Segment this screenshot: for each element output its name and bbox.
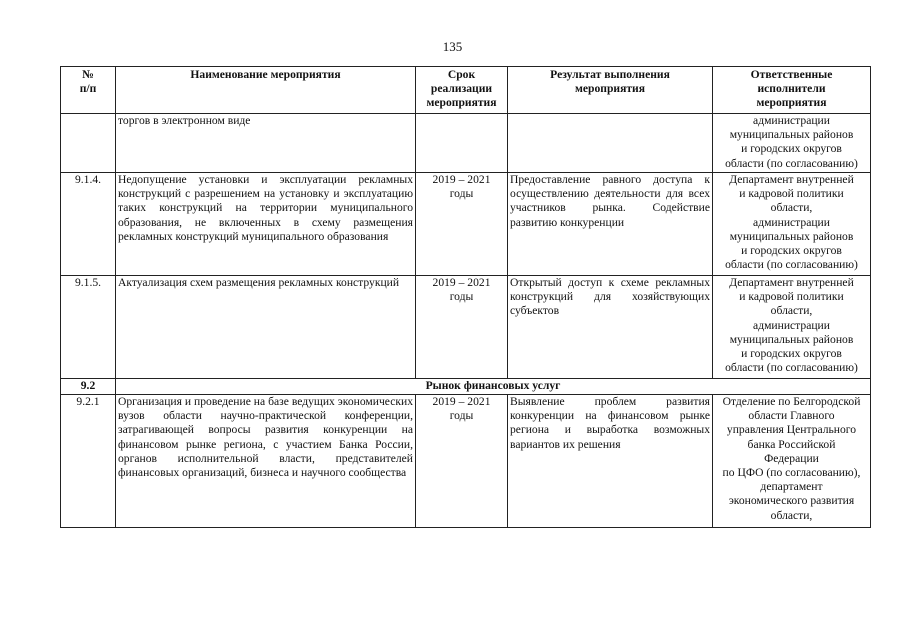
table-row — [61, 395, 871, 528]
cell-term: 2019 – 2021 годы — [416, 276, 508, 379]
header-responsible: Ответственные исполнители мероприятия — [713, 67, 871, 114]
activities-table — [60, 66, 871, 528]
table-row — [61, 276, 871, 379]
header-number: № п/п — [61, 67, 116, 114]
cell-activity-name: торгов в электронном виде — [116, 114, 416, 173]
table-header-row — [61, 67, 871, 114]
table-row — [61, 173, 871, 276]
header-activity-name: Наименование мероприятия — [116, 67, 416, 114]
cell-activity-name: Организация и проведение на базе ведущих экономических вузов области научно-практической конференции, затрагивающей вопросы развития конкуренции на финансовом рынке региона, с участием Банка России, органов исполнительной власти, представителей финансовых организаций, бизнеса и научного сообщества — [116, 395, 416, 528]
cell-term: 2019 – 2021 годы — [416, 395, 508, 528]
section-title: Рынок финансовых услуг — [116, 379, 871, 395]
cell-number — [61, 114, 116, 173]
table-row — [61, 114, 871, 173]
cell-responsible: администрации муниципальных районов и городских округов области (по согласованию) — [713, 114, 871, 173]
cell-number: 9.1.5. — [61, 276, 116, 379]
cell-activity-name: Актуализация схем размещения рекламных конструкций — [116, 276, 416, 379]
cell-term — [416, 114, 508, 173]
cell-result: Открытый доступ к схеме рекламных конструкций для хозяйствующих субъектов — [508, 276, 713, 379]
cell-responsible: Отделение по Белгородской области Главного управления Центрального банка Российской Федерации по ЦФО (по согласованию), департамент экономического развития области, — [713, 395, 871, 528]
cell-term: 2019 – 2021 годы — [416, 173, 508, 276]
header-term: Срок реализации мероприятия — [416, 67, 508, 114]
cell-activity-name: Недопущение установки и эксплуатации рекламных конструкций с разрешением на установку и эксплуатацию таких конструкций на территории муниципального образования, не включенных в схему размещения рекламных конструкций муниципального образования — [116, 173, 416, 276]
cell-responsible: Департамент внутренней и кадровой политики области, администрации муниципальных районов и городских округов области (по согласованию) — [713, 173, 871, 276]
cell-result: Предоставление равного доступа к осуществлению деятельности для всех участников рынка. Содействие развитию конкуренции — [508, 173, 713, 276]
cell-number: 9.1.4. — [61, 173, 116, 276]
section-row — [61, 379, 871, 395]
cell-number: 9.2.1 — [61, 395, 116, 528]
section-number: 9.2 — [61, 379, 116, 395]
cell-result: Выявление проблем развития конкуренции на финансовом рынке региона и выработка возможных вариантов их решения — [508, 395, 713, 528]
cell-responsible: Департамент внутренней и кадровой политики области, администрации муниципальных районов и городских округов области (по согласованию) — [713, 276, 871, 379]
header-result: Результат выполнения мероприятия — [508, 67, 713, 114]
page-number: 135 — [442, 39, 463, 54]
cell-result — [508, 114, 713, 173]
